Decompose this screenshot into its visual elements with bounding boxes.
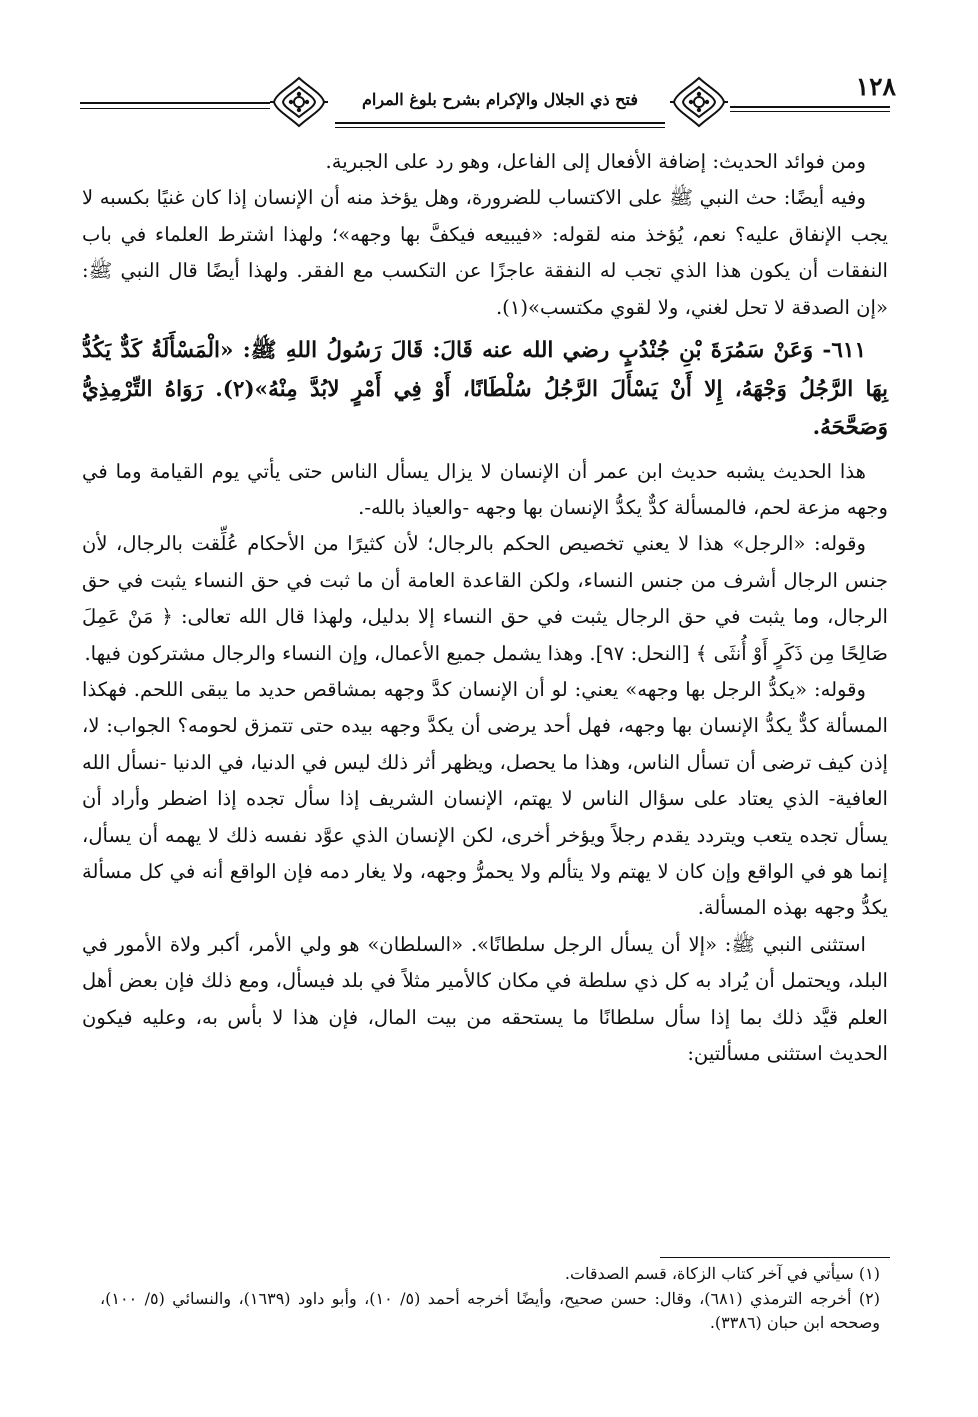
hadith-611: ٦١١- وَعَنْ سَمُرَةَ بْنِ جُنْدُبٍ رضي الله عنه قَالَ: قَالَ رَسُولُ اللهِ ﷺ: «الْمَسْأَلَةُ كَدٌّ يَكُدُّ بِهَا الرَّجُلُ وَجْهَهُ، إِلا أَنْ يَسْأَلَ الرَّجُلُ سُلْطَانًا، أَوْ فِي أَمْرٍ لابُدَّ مِنْهُ»(٢). رَوَاهُ التِّرْمِذِيُّ وَصَحَّحَهُ. xyxy=(82,338,888,441)
main-text xyxy=(82,144,888,1072)
paragraph-benefits: ومن فوائد الحديث: إضافة الأفعال إلى الفاعل، وهو رد على الجبرية. xyxy=(325,150,866,173)
paragraph-sultan: استثنى النبي ﷺ: «إلا أن يسأل الرجل سلطانًا». «السلطان» هو ولي الأمر، أكبر ولاة الأمور في البلد، ويحتمل أن يُراد به كل ذي سلطة في مكان كالأمير مثلاً في بلد فيسأل، ومع ذلك فإن بعض أهل العلم قيَّد ذلك بما إذا سأل سلطانًا ما يستحقه من بيت المال، فإن هذا لا بأس به، وعليه فيكون الحديث استثنى مسألتين: xyxy=(82,932,888,1066)
footnotes xyxy=(100,1262,880,1336)
running-title: فتح ذي الجلال والإكرام بشرح بلوغ المرام xyxy=(362,90,638,109)
footnote-separator xyxy=(660,1257,890,1258)
footnote-1: (١) سيأتي في آخر كتاب الزكاة، قسم الصدقات. xyxy=(564,1264,880,1283)
left-ornament-icon xyxy=(270,74,328,130)
paragraph-face-scratching: وقوله: «يكدُّ الرجل بها وجهه» يعني: لو أن الإنسان كدَّ وجهه بمشاقص حديد ما يبقى اللحم. فهكذا المسألة كدٌّ يكدُّ الإنسان بها وجهه، فهل أحد يرضى أن يكدَّ وجهه بيده حتى تتمزق لحومه؟ الجواب: لا، إذن كيف ترضى أن تسأل الناس، وهذا ما يحصل، ويظهر أثر ذلك ليس في الدنيا، في الدنيا -نسأل الله العافية- الذي يعتاد على سؤال الناس لا يهتم، الإنسان الشريف إذا سأل تجده إذا اضطر وأراد أن يسأل تجده يتعب ويتردد يقدم رجلاً ويؤخر أخرى، لكن الإنسان الذي عوَّد نفسه ذلك لا يهمه أن يسأل، إنما هو في الواقع وإن كان لا يهتم ولا يتألم ولا يحمرُّ وجهه، ولا يغار دمه فإن الواقع أنه في كل مسألة يكدُّ وجهه بهذه المسألة. xyxy=(82,677,888,920)
page-number: ١٢٨ xyxy=(855,72,896,101)
page-header xyxy=(80,66,898,134)
right-ornament-icon xyxy=(670,74,728,130)
paragraph-explanation: هذا الحديث يشبه حديث ابن عمر أن الإنسان لا يزال يسأل الناس حتى يأتي يوم القيامة وما في وجهه مزعة لحم، فالمسألة كدٌّ يكدُّ الإنسان بها وجهه -والعياذ بالله-. xyxy=(82,459,888,519)
header-rule-right-thin xyxy=(730,111,890,112)
header-rule-right xyxy=(730,106,890,108)
header-rule-middle-thin xyxy=(335,127,665,128)
paragraph-men-women: وقوله: «الرجل» هذا لا يعني تخصيص الحكم بالرجال؛ لأن كثيرًا من الأحكام عُلِّقت بالرجال، لأن جنس الرجال أشرف من جنس النساء، ولكن القاعدة العامة أن ما ثبت في حق النساء يثبت في حق الرجال، وما يثبت في حق الرجال يثبت في حق النساء إلا بدليل، ولهذا قال الله تعالى: ﴿ مَنْ عَمِلَ صَالِحًا مِن ذَكَرٍ أَوْ أُنثَى ﴾ [النحل: ٩٧]. وهذا يشمل جميع الأعمال، وإن النساء والرجال مشتركون فيها. xyxy=(82,532,888,665)
paragraph-earning: وفيه أيضًا: حث النبي ﷺ على الاكتساب للضرورة، وهل يؤخذ منه أن الإنسان إذا كان غنيًا بكسبه لا يجب الإنفاق عليه؟ نعم، يُؤخذ منه لقوله: «فيبيعه فيكفَّ بها وجهه»؛ ولهذا اشترط العلماء في باب النفقات أن يكون هذا الذي تجب له النفقة عاجزًا عن التكسب مع الفقر. ولهذا أيضًا قال النبي ﷺ: «إن الصدقة لا تحل لغني، ولا لقوي مكتسب»(١). xyxy=(82,186,888,319)
header-rule-left-thin xyxy=(80,108,270,109)
header-rule-middle xyxy=(335,122,665,124)
header-rule-left xyxy=(80,102,270,104)
footnote-2: (٢) أخرجه الترمذي (٦٨١)، وقال: حسن صحيح، وأيضًا أخرجه أحمد (٥/ ١٠)، وأبو داود (١٦٣٩)، والنسائي (٥/ ١٠٠)، وصححه ابن حبان (٣٣٨٦). xyxy=(100,1288,881,1332)
